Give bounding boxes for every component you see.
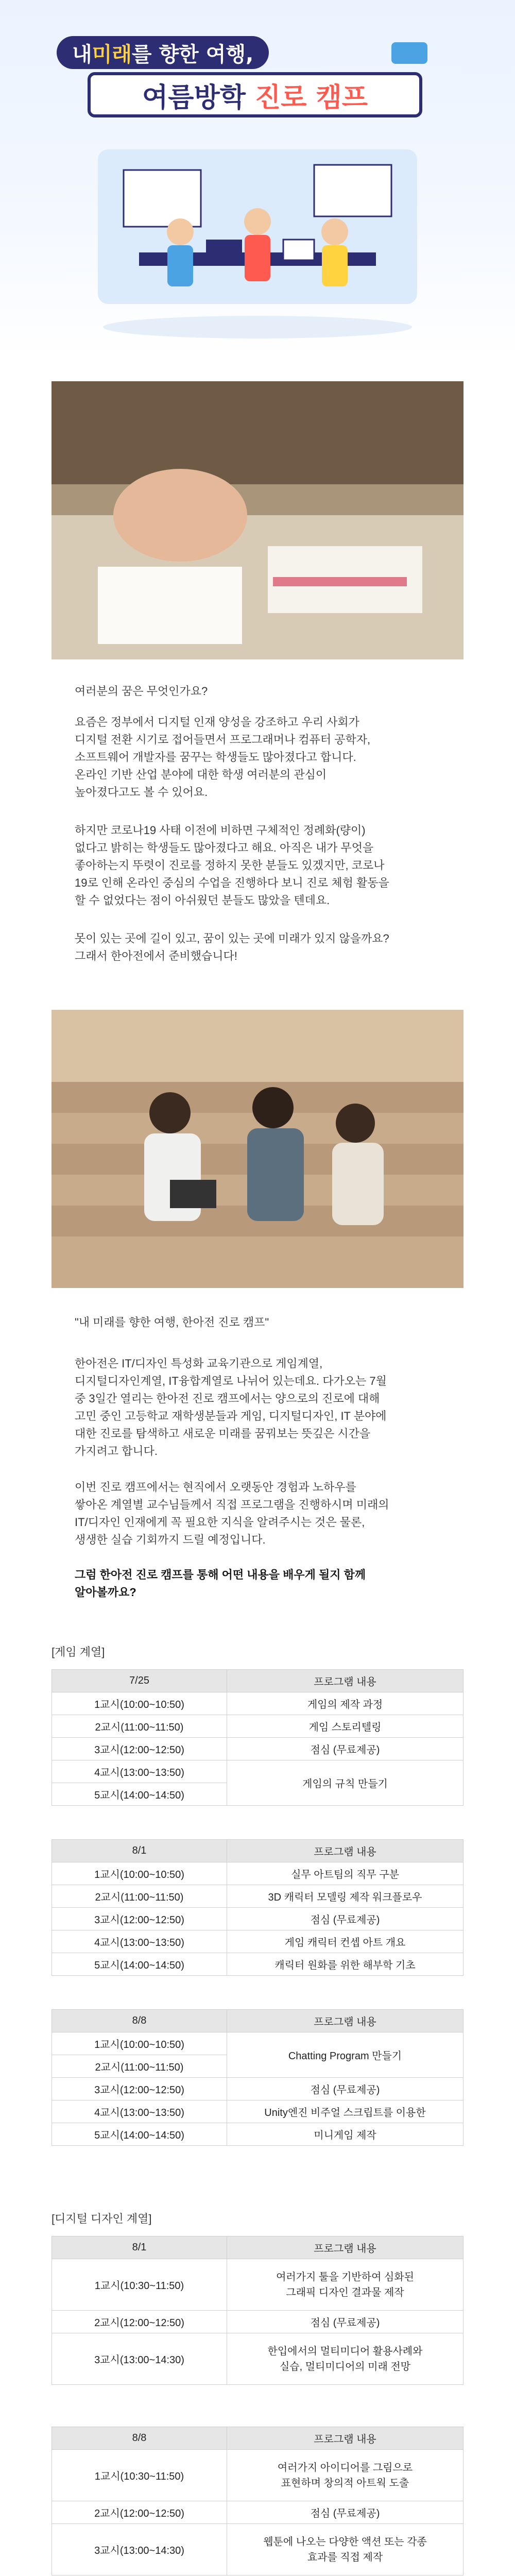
table-row: 4교시(13:00~13:50) Unity엔진 비주얼 스크립트를 이용한 <box>52 2100 464 2123</box>
table-header: 프로그램 내용 <box>227 1670 464 1692</box>
table-row: 1교시(10:00~10:50) 실무 아트팀의 직무 구분 <box>52 1862 464 1885</box>
table-row: 4교시(13:00~13:50) 게임의 규칙 만들기 <box>52 1760 464 1783</box>
table-row: 3교시(12:00~12:50) 점심 (무료제공) <box>52 1908 464 1930</box>
camp-quote: "내 미래를 향한 여행, 한아전 진로 캠프" <box>75 1316 269 1329</box>
table-row: 5교시(14:00~14:50) <box>52 1783 464 1806</box>
table-row: 4교시(13:00~13:50) 게임 캐릭터 컨셉 아트 개요 <box>52 1930 464 1953</box>
study-desk-photo <box>52 381 464 659</box>
table-row: 5교시(14:00~14:50) 캐릭터 원화를 위한 해부학 기초 <box>52 1953 464 1976</box>
table-row: 2교시(11:00~11:50) <box>52 2055 464 2078</box>
table-row: 2교시(11:00~11:50) 게임 스토리텔링 <box>52 1715 464 1738</box>
hero-banner <box>0 0 515 361</box>
design-schedule-table-2 <box>52 2427 464 2575</box>
table-row: 1교시(10:30~11:50) 여러가지 아이디어를 그림으로 표현하며 창의적 아트웍 도출 <box>52 2450 464 2501</box>
camp-paragraph-1: 한아전은 IT/디자인 특성화 교육기관으로 게임계열, 디지털디자인계열, IT융합계열로 나뉘어 있는데요. 다가오는 7월 중 3일간 열리는 한아전 진로 캠프에서는 양으로의 진로에 대해 고민 중인 고등학교 재학생분들과 게임, 디지털디자인, IT 분야에 대한 진로를 탐색하고 새로운 미래를 꿈꿔보는 뜻깊은 시간을 가지려고 합니다. <box>75 1357 387 1458</box>
students-stairs-photo <box>52 1010 464 1288</box>
camp-paragraph-2: 이번 진로 캠프에서는 현직에서 오랫동안 경험과 노하우를 쌓아온 계열별 교수님들께서 직접 프로그램을 진행하시며 미래의 IT/디자인 인재에게 꼭 필요한 지식을 알려주시는 것은 물론, 생생한 실습 기회까지 드릴 예정입니다. <box>75 1481 389 1546</box>
table-header: 프로그램 내용 <box>227 2236 464 2259</box>
table-date: 8/1 <box>52 1840 227 1862</box>
table-row: 2교시(12:00~12:50) 점심 (무료제공) <box>52 2311 464 2333</box>
table-row: 1교시(10:30~11:50) 여러가지 툴을 기반하여 심화된 그래픽 디자인 결과물 제작 <box>52 2259 464 2311</box>
table-date: 7/25 <box>52 1670 227 1692</box>
bus-icon <box>391 42 427 64</box>
game-section-label: [게임 계열] <box>52 1646 105 1658</box>
table-date: 8/8 <box>52 2427 227 2450</box>
game-schedule-table-1 <box>52 1669 464 1806</box>
table-row: 5교시(14:00~14:50) 미니게임 제작 <box>52 2123 464 2146</box>
game-schedule-table-2 <box>52 1839 464 1976</box>
table-row: 1교시(10:00~10:50) 게임의 제작 과정 <box>52 1692 464 1715</box>
table-date: 8/8 <box>52 2010 227 2032</box>
table-row: 3교시(12:00~12:50) 점심 (무료제공) <box>52 2078 464 2100</box>
design-section-label: [디지털 디자인 계열] <box>52 2212 152 2225</box>
hero-title-accent: 진로 캠프 <box>254 82 368 113</box>
table-row: 1교시(10:00~10:50) Chatting Program 만들기 <box>52 2032 464 2055</box>
table-row: 2교시(11:00~11:50) 3D 캐릭터 모델링 제작 워크플로우 <box>52 1885 464 1908</box>
table-header: 프로그램 내용 <box>227 2010 464 2032</box>
intro-paragraph-1: 요즘은 정부에서 디지털 인재 양성을 강조하고 우리 사회가 디지털 전환 시기로 접어들면서 프로그래머나 컴퓨터 공학자, 소프트웨어 개발자를 꿈꾸는 학생들도 많아졌다고 합니다. 온라인 기반 산업 분야에 대한 학생 여러분의 관심이 높아졌다고도 볼 수 있어요. <box>75 716 371 799</box>
hero-tagline <box>57 36 269 69</box>
game-schedule-table-3 <box>52 2009 464 2146</box>
intro-question: 여러분의 꿈은 무엇인가요? <box>75 685 208 698</box>
table-header: 프로그램 내용 <box>227 2427 464 2450</box>
students-illustration <box>77 129 438 345</box>
table-row: 3교시(13:00~14:30) 한입에서의 멀티미디어 활용사례와 실습, 멀티미디어의 미래 전망 <box>52 2333 464 2385</box>
tagline-prefix: 내 <box>72 42 92 66</box>
tagline-highlight: 미래 <box>92 42 132 66</box>
table-row: 2교시(12:00~12:50) 점심 (무료제공) <box>52 2501 464 2524</box>
table-row: 3교시(13:00~14:30) 웹툰에 나오는 다양한 액션 또는 각종 효과를 직접 제작 <box>52 2524 464 2575</box>
design-schedule-table-1 <box>52 2236 464 2385</box>
intro-paragraph-3: 못이 있는 곳에 길이 있고, 꿈이 있는 곳에 미래가 있지 않을까요? 그래서 한아전에서 준비했습니다! <box>75 932 389 962</box>
hero-title <box>88 72 422 117</box>
table-row: 3교시(12:00~12:50) 점심 (무료제공) <box>52 1738 464 1760</box>
table-header: 프로그램 내용 <box>227 1840 464 1862</box>
table-date: 8/1 <box>52 2236 227 2259</box>
hero-title-main: 여름방학 <box>142 82 246 113</box>
tagline-suffix: 를 향한 여행, <box>131 42 254 66</box>
camp-question: 그럼 한아전 진로 캠프를 통해 어떤 내용을 배우게 될지 함께 알아볼까요? <box>75 1568 366 1599</box>
intro-paragraph-2: 하지만 코로나19 사태 이전에 비하면 구체적인 정례화(량이) 없다고 밝히는 학생들도 많아졌다고 해요. 아직은 내가 무엇을 좋아하는지 뚜렷이 진로를 정하지 못한 분들도 있겠지만, 코로나 19로 인해 온라인 중심의 수업을 진행하다 보니 진로 체험 활동을 할 수 없었다는 점이 아쉬웠던 분들도 많았을 텐데요. <box>75 824 389 907</box>
